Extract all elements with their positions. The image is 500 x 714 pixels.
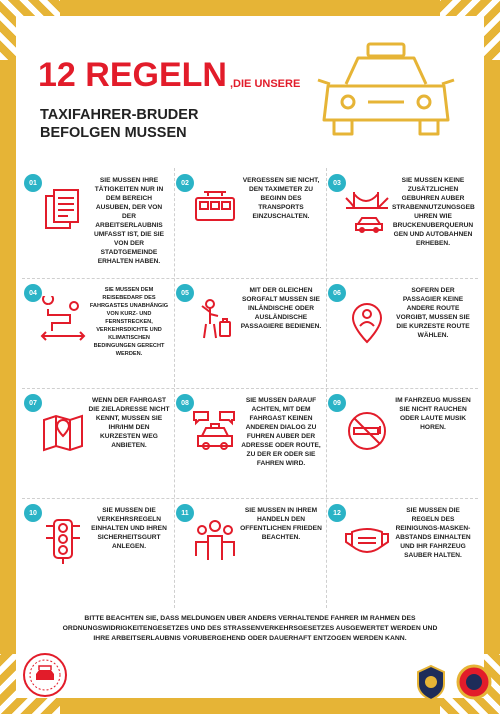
footer-notice: BITTE BEACHTEN SIE, DASS MELDUNGEN UBER ANDERS VERHALTENDE FAHRER IM RAHMEN DES ORDNUNGSWIDRIGKEITENGESETZES UND DES STRASSENVERKEHRSGESETZES AUSGEWERTET WERDEN UND IHRE ARBEITSERLAUBNIS VORUBERGEHEND ODER DAUERHAFT ENTZOGEN WERDEN KANN. [62,615,438,642]
rule-number-badge: 04 [24,284,42,302]
people-icon [190,516,240,566]
rule-text: SOFERN DER PASSAGIER KEINE ANDERE ROUTE VORGIBT, MUSSEN SIE DIE KURZESTE ROUTE WÄHLEN. [396,287,470,339]
documents-icon [38,186,88,236]
subtitle-line: TAXIFAHRER-BRUDER [40,107,199,123]
rule-text: VERGESSEN SIE NICHT, DEN TAXIMETER ZU BEGINN DES TRANSPORTS EINZUSCHALTEN. [242,177,320,220]
rule-text: SIE MUSSEN DEM REISEBEDARF DES FAHRGASTES UNABHÄNGIG VON KURZ- UND FERNSTRECKEN, VERKEHRSDICHTE UND KLIMATISCHEN BEDINGUNGEN GERECHT WERDEN. [89,287,169,357]
location-person-icon [342,296,392,346]
rule-card [174,278,326,384]
rule-number-badge: 01 [24,174,42,192]
rule-text: WENN DER FAHRGAST DIE ZIELADRESSE NICHT KENNT, MUSSEN SIE IHR/IHM DEN KURZESTEN WEG ANBIETEN. [88,397,170,449]
mask-icon [342,516,392,566]
rule-number-badge: 06 [328,284,346,302]
rule-text: SIE MUSSEN KEINE ZUSÄTZLICHEN GEBUHREN AUBER STRABENNUTZUNGSGEB UHREN WIE BRUCKENUBERQUERUN GEN UND AUTOBAHNEN ERHEBEN. [392,177,475,247]
rule-text: SIE MUSSEN DIE REGELN DES REINIGUNGS-MASKEN-ABSTANDS EINHALTEN UND IHR FAHRZEUG SAUBER HALTEN. [395,507,471,559]
rule-number-badge: 09 [328,394,346,412]
traffic-light-icon [38,516,88,566]
rule-text: SIE MUSSEN DARAUF ACHTEN, MIT DEM FAHRGAST KEINEN ANDEREN DIALOG ZU FUHREN AUBER DER ADRESSE ODER ROUTE, ZU DER ER ODER SIE FAHREN WIRD. [241,397,321,467]
map-pin-icon [38,406,88,456]
route-icon [38,296,88,346]
rule-number-badge: 08 [176,394,194,412]
rule-text: MIT DER GLEICHEN SORGFALT MUSSEN SIE INLÄNDISCHE ODER AUSLÄNDISCHE PASSAGIERE BEDIENEN. [240,287,322,330]
passenger-icon [190,296,240,346]
rule-card [22,498,174,604]
subtitle-line: BEFOLGEN MUSSEN [40,125,187,141]
rule-card [22,168,174,274]
rule-card [326,498,478,604]
bridge-car-icon [342,186,392,236]
rule-number-badge: 07 [24,394,42,412]
subtitle [40,106,300,142]
rule-text: SIE MUSSEN IN IHREM HANDELN DEN OFFENTLICHEN FRIEDEN BEACHTEN. [240,507,322,541]
rule-card [326,278,478,384]
rule-card [22,388,174,494]
rule-card [174,168,326,274]
rule-card [326,168,478,274]
taxi-icon [316,40,456,140]
rule-number-badge: 03 [328,174,346,192]
taximeter-icon [190,186,240,236]
no-smoking-icon [342,406,392,456]
gendarmerie-badge-icon [456,664,492,700]
rule-card [174,498,326,604]
rule-text: IM FAHRZEUG MUSSEN SIE NICHT RAUCHEN ODER LAUTE MUSIK HOREN. [395,397,471,431]
municipal-seal-icon [22,652,68,698]
rule-card [326,388,478,494]
rule-number-badge: 12 [328,504,346,522]
rule-card [22,278,174,384]
rule-number-badge: 11 [176,504,194,522]
police-badge-icon [414,664,448,702]
rule-text: SIE MUSSEN IHRE TÄTIGKEITEN NUR IN DEM BEREICH AUSUBEN, DER VON DER ARBEITSERLAUBNIS UMFASST IST, DIE SIE VON DER STADTGEMEINDE ERHALTEN HABEN. [94,177,164,265]
taxi-speech-icon [190,406,240,456]
rule-number-badge: 05 [176,284,194,302]
rule-card [174,388,326,494]
rule-text: SIE MUSSEN DIE VERKEHRSREGELN EINHALTEN UND IHREN SICHERHEITSGURT ANLEGEN. [91,507,167,550]
rule-number-badge: 10 [24,504,42,522]
rule-number-badge: 02 [176,174,194,192]
poster-panel [16,16,484,698]
title-heading: 12 REGELN [38,56,227,94]
title-suffix: ,DIE UNSERE [230,78,301,90]
